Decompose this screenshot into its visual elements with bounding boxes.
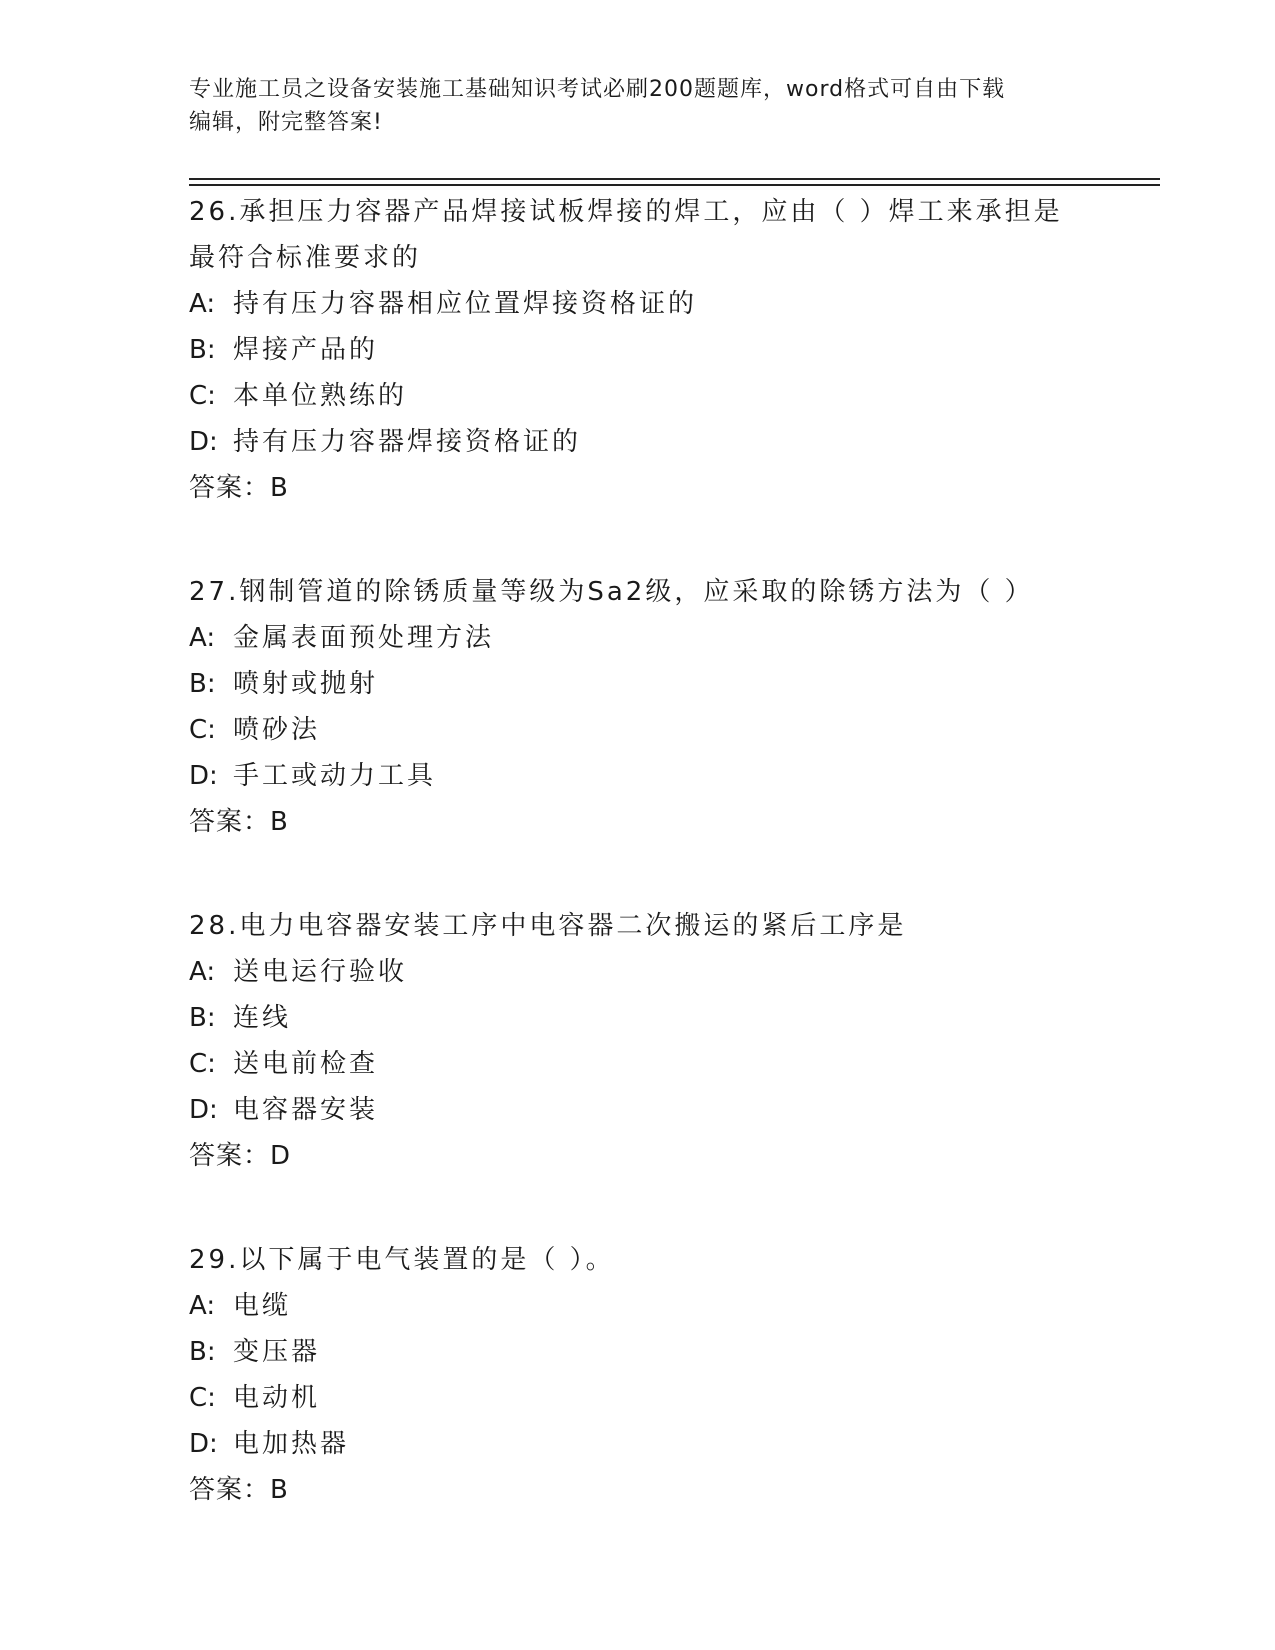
option-text: 送电运行验收: [233, 957, 408, 987]
answer-line: 答案：B: [189, 473, 289, 503]
option-letter: D:: [189, 761, 218, 791]
option-a: [189, 615, 1149, 661]
option-letter: D:: [189, 1429, 218, 1459]
question-27: [189, 569, 1149, 845]
option-text: 电缆: [233, 1291, 292, 1321]
option-text: 喷射或抛射: [233, 669, 379, 699]
document-header: [189, 73, 1089, 139]
answer-line: 答案：B: [189, 807, 289, 837]
option-text: 喷砂法: [233, 715, 321, 745]
option-text: 金属表面预处理方法: [233, 623, 495, 653]
option-a: [189, 1283, 1149, 1329]
option-b: [189, 327, 1149, 373]
option-letter: C:: [189, 1383, 216, 1413]
option-c: [189, 373, 1149, 419]
option-b: [189, 661, 1149, 707]
header-line: 专业施工员之设备安装施工基础知识考试必刷200题题库，word格式可自由下载: [189, 77, 1006, 102]
option-letter: B:: [189, 669, 216, 699]
option-letter: C:: [189, 1049, 216, 1079]
question-28: [189, 903, 1149, 1179]
option-text: 电容器安装: [233, 1095, 379, 1125]
question-stem: 27.钢制管道的除锈质量等级为Sa2级，应采取的除锈方法为（ ）: [189, 577, 1034, 607]
option-d: [189, 419, 1149, 465]
question-26: [189, 189, 1149, 511]
option-d: [189, 753, 1149, 799]
header-divider-top: [189, 178, 1160, 180]
option-a: [189, 949, 1149, 995]
option-letter: B:: [189, 1003, 216, 1033]
option-d: [189, 1421, 1149, 1467]
answer-line: 答案：D: [189, 1141, 292, 1171]
option-b: [189, 995, 1149, 1041]
option-letter: C:: [189, 715, 216, 745]
option-letter: D:: [189, 1095, 218, 1125]
option-text: 连线: [233, 1003, 292, 1033]
question-stem: 最符合标准要求的: [189, 243, 422, 273]
option-text: 持有压力容器相应位置焊接资格证的: [233, 289, 698, 319]
option-text: 电加热器: [233, 1429, 350, 1459]
option-a: [189, 281, 1149, 327]
option-text: 送电前检查: [233, 1049, 379, 1079]
question-stem: 29.以下属于电气装置的是（ ）。: [189, 1245, 615, 1275]
option-text: 本单位熟练的: [233, 381, 408, 411]
header-line: 编辑，附完整答案!: [189, 110, 383, 135]
option-c: [189, 1041, 1149, 1087]
option-b: [189, 1329, 1149, 1375]
option-letter: C:: [189, 381, 216, 411]
option-d: [189, 1087, 1149, 1133]
option-text: 持有压力容器焊接资格证的: [233, 427, 582, 457]
question-stem: 26.承担压力容器产品焊接试板焊接的焊工，应由（ ）焊工来承担是: [189, 197, 1063, 227]
option-text: 焊接产品的: [233, 335, 379, 365]
option-text: 电动机: [233, 1383, 321, 1413]
option-letter: A:: [189, 289, 216, 319]
option-c: [189, 707, 1149, 753]
option-text: 变压器: [233, 1337, 321, 1367]
option-letter: A:: [189, 957, 216, 987]
option-letter: B:: [189, 335, 216, 365]
option-letter: A:: [189, 623, 216, 653]
option-letter: B:: [189, 1337, 216, 1367]
question-list: [189, 189, 1149, 1571]
option-letter: D:: [189, 427, 218, 457]
header-divider-bottom: [189, 184, 1160, 186]
question-29: [189, 1237, 1149, 1513]
answer-line: 答案：B: [189, 1475, 289, 1505]
option-letter: A:: [189, 1291, 216, 1321]
question-stem: 28.电力电容器安装工序中电容器二次搬运的紧后工序是: [189, 911, 907, 941]
option-c: [189, 1375, 1149, 1421]
option-text: 手工或动力工具: [233, 761, 437, 791]
